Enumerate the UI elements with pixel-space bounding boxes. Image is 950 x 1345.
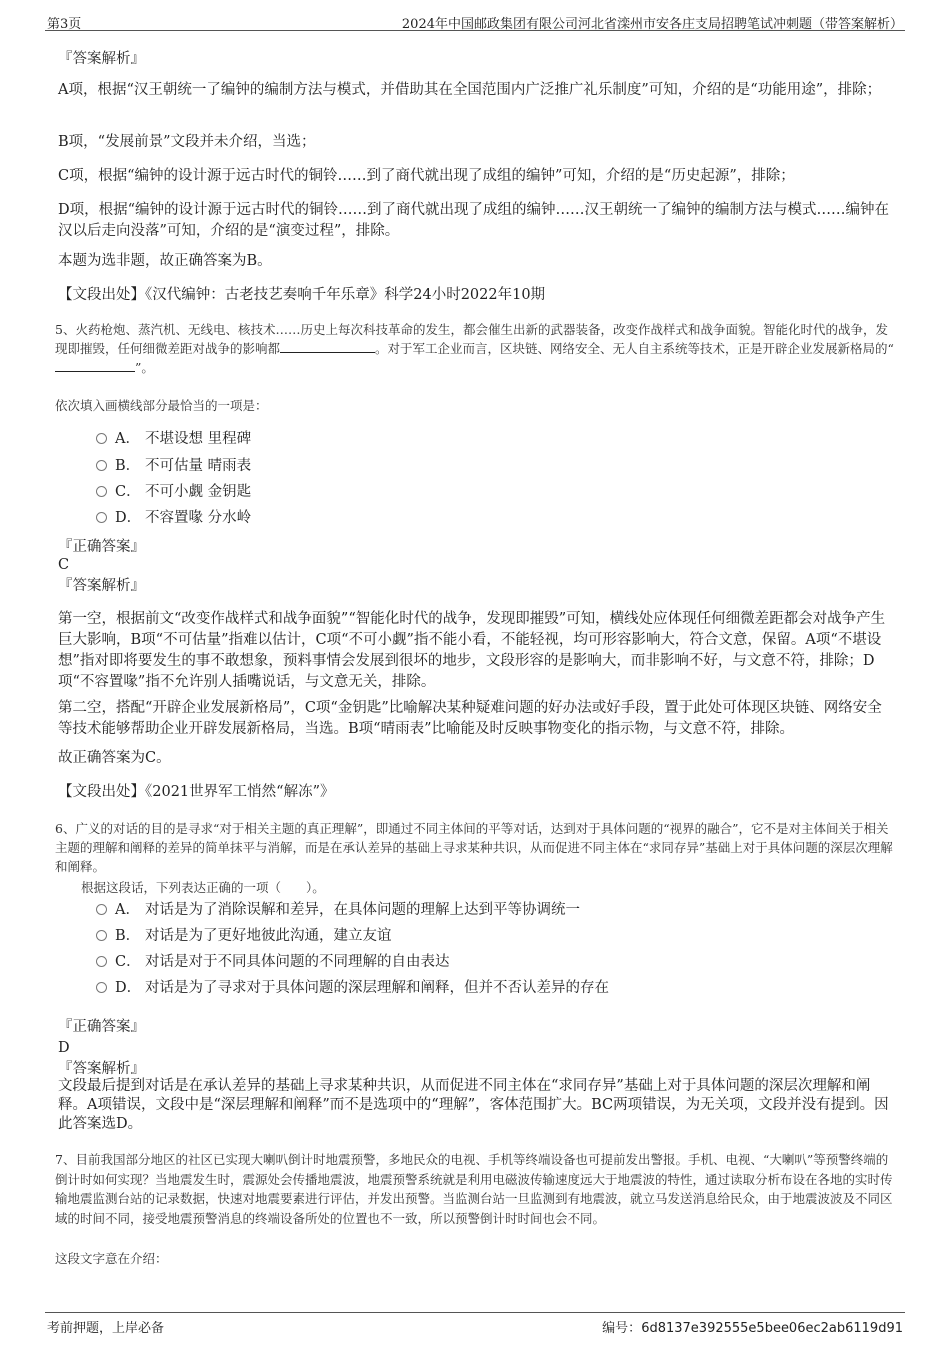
- q5-analysis-heading: 『答案解析』: [58, 578, 145, 594]
- q5-option-a[interactable]: A． 不堪设想 里程碑: [96, 428, 251, 450]
- radio-icon[interactable]: [96, 512, 107, 523]
- q4-analysis-d: D项，根据“编钟的设计源于远古时代的铜铃……到了商代就出现了成组的编钟……汉王朝统一了编钟的编制方法与模式……编钟在汉以后走向没落”可知，介绍的是“演变过程”，排除。: [58, 202, 890, 239]
- radio-icon[interactable]: [96, 433, 107, 444]
- radio-icon[interactable]: [96, 930, 107, 941]
- footer-code: 编号：6d8137e392555e5bee06ec2ab6119d91: [602, 1321, 903, 1336]
- document-title: 2024年中国邮政集团有限公司河北省滦州市安各庄支局招聘笔试冲刺题（带答案解析）: [401, 17, 903, 32]
- q5-option-c[interactable]: C． 不可小觑 金钥匙: [96, 481, 251, 503]
- q7-stem: 7、目前我国部分地区的社区已实现大喇叭倒计时地震预警，多地民众的电视、手机等终端设备也可提前发出警报。手机、电视、“大喇叭”等预警终端的倒计时如何实现？当地震发生时，震源处会传播地震波，地震预警系统就是利用电磁波传输速度远大于地震波的特性，通过读取分析布设在各地的实时传输地震监测台站的记录数据，快速对地震要素进行评估，并发出预警。当监测台站一旦监测到有地震波，就立马发送消息给民众，由于地震波波及不同区域的时间不同，接受地震预警消息的终端设备所处的位置也不一致，所以预警倒计时时间也会不同。: [55, 1152, 893, 1226]
- q6-analysis-heading: 『答案解析』: [58, 1061, 145, 1077]
- q4-analysis-c: C项，根据“编钟的设计源于远古时代的铜铃……到了商代就出现了成组的编钟”可知，介绍的是“历史起源”，排除；: [58, 168, 795, 184]
- q6-answer: D: [58, 1040, 70, 1056]
- q6-option-b[interactable]: B． 对话是为了更好地彼此沟通，建立友谊: [96, 925, 392, 947]
- q5-answer: C: [58, 557, 70, 573]
- q5-blank-2: [55, 359, 135, 372]
- radio-icon[interactable]: [96, 460, 107, 471]
- q5-stem-part1: 5、火药枪炮、蒸汽机、无线电、核技术……历史上每次科技革命的发生，都会催生出新的武器装备，改变作战样式和战争面貌。智能化时代的战争，发现即摧毁，任何细微差距对战争的影响都: [55, 322, 888, 356]
- q5-blank-1: [280, 340, 375, 353]
- page-number: 第3页: [47, 17, 82, 32]
- q5-prompt: 依次填入画横线部分最恰当的一项是：: [55, 398, 268, 413]
- radio-icon[interactable]: [96, 904, 107, 915]
- radio-icon[interactable]: [96, 486, 107, 497]
- footer-slogan: 考前押题，上岸必备: [47, 1321, 165, 1336]
- q4-conclusion: 本题为选非题，故正确答案为B。: [58, 253, 272, 269]
- q6-stem: 6、广义的对话的目的是寻求“对于相关主题的真正理解”，即通过不同主体间的平等对话，达到对于具体问题的“视界的融合”，它不是对主体间关于相关主题的理解和阐释的差异的简单抹平与消解，而是在承认差异的基础上寻求某种共识，从而促进不同主体在“求同存异”基础上对于具体问题的深层次理解和阐释。: [55, 821, 893, 874]
- q5-source: 【文段出处】《2021世界军工悄然“解冻”》: [58, 784, 335, 800]
- q6-option-c[interactable]: C． 对话是对于不同具体问题的不同理解的自由表达: [96, 951, 450, 973]
- q5-option-b[interactable]: B． 不可估量 晴雨表: [96, 455, 251, 477]
- q6-prompt: 根据这段话，下列表达正确的一项（ ）。: [81, 880, 325, 895]
- page-footer: [45, 1312, 905, 1336]
- q5-analysis-p2: 第二空，搭配“开辟企业发展新格局”，C项“金钥匙”比喻解决某种疑难问题的好办法或好手段，置于此处可体现区块链、网络安全等技术能够帮助企业开辟发展新格局，当选。B项“晴雨表”比喻能及时反映事物变化的指示物，与文意不符，排除。: [58, 700, 882, 737]
- q5-stem: [55, 320, 897, 377]
- radio-icon[interactable]: [96, 956, 107, 967]
- q4-analysis-b: B项，“发展前景”文段并未介绍，当选；: [58, 134, 316, 150]
- q7-prompt: 这段文字意在介绍：: [55, 1251, 168, 1266]
- q6-option-a[interactable]: A． 对话是为了消除误解和差异，在具体问题的理解上达到平等协调统一: [96, 899, 580, 921]
- q5-conclusion: 故正确答案为C。: [58, 750, 171, 766]
- q5-stem-part3: ”。: [135, 360, 154, 375]
- q5-option-d[interactable]: D． 不容置喙 分水岭: [96, 507, 251, 529]
- radio-icon[interactable]: [96, 982, 107, 993]
- page-header: [45, 10, 905, 31]
- q6-option-d[interactable]: D． 对话是为了寻求对于具体问题的深层理解和阐释，但并不否认差异的存在: [96, 977, 609, 999]
- q4-analysis-a: A项，根据“汉王朝统一了编钟的编制方法与模式，并借助其在全国范围内广泛推广礼乐制度”可知，介绍的是“功能用途”，排除；: [58, 82, 882, 98]
- q5-stem-part2: 。对于军工企业而言，区块链、网络安全、无人自主系统等技术，正是开辟企业发展新格局的“: [375, 341, 894, 356]
- q6-analysis: 文段最后提到对话是在承认差异的基础上寻求某种共识，从而促进不同主体在“求同存异”基础上对于具体问题的深层次理解和阐释。A项错误，文段中是“深层理解和阐释”而不是选项中的“理解”，客体范围扩大。BC两项错误，为无关项，文段并没有提到。因此答案选D。: [58, 1078, 889, 1132]
- q6-answer-heading: 『正确答案』: [58, 1019, 145, 1035]
- q5-answer-heading: 『正确答案』: [58, 539, 145, 555]
- q4-source: 【文段出处】《汉代编钟：古老技艺奏响千年乐章》科学24小时2022年10期: [58, 287, 546, 303]
- q4-analysis-heading: 『答案解析』: [58, 51, 145, 67]
- q5-analysis-p1: 第一空，根据前文“改变作战样式和战争面貌”“智能化时代的战争，发现即摧毁”可知，横线处应体现任何细微差距都会对战争产生巨大影响，B项“不可估量”指难以估计，C项“不可小觑”指不能小看，不能轻视，均可形容影响大，符合文意，保留。A项“不堪设想”指对即将要发生的事不敢想象，预料事情会发展到很坏的地步，文段形容的是影响大，而非影响不好，与文意不符，排除；D项“不容置喙”指不允许别人插嘴说话，与文意无关，排除。: [58, 611, 886, 690]
